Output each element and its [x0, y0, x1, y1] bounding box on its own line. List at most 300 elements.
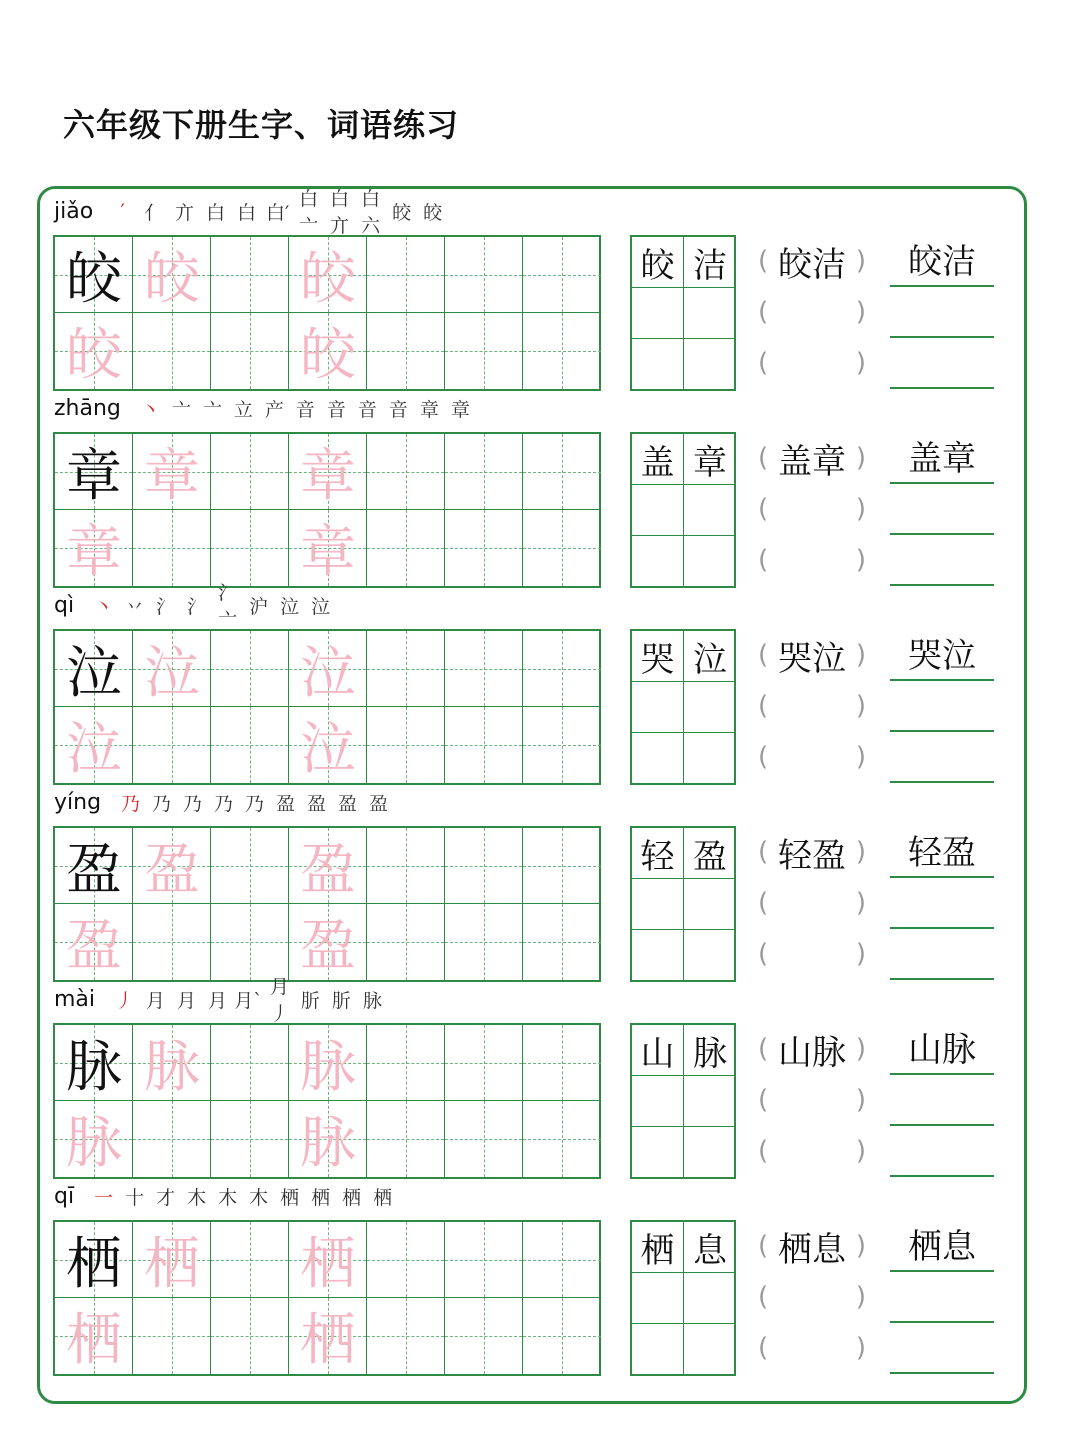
writing-grid	[53, 1220, 601, 1376]
word-cell[interactable]: 哭	[632, 631, 684, 682]
trace-character: 皎	[300, 323, 356, 388]
writing-cell[interactable]	[55, 904, 133, 980]
close-paren: )	[855, 939, 866, 969]
writing-cell[interactable]	[55, 1101, 133, 1177]
writing-cell[interactable]	[289, 1025, 367, 1101]
writing-cell[interactable]	[55, 1298, 133, 1374]
writing-cell[interactable]	[133, 904, 211, 980]
writing-cell[interactable]	[55, 510, 133, 586]
underline-row[interactable]	[890, 1271, 994, 1323]
underline-row: 盖章	[890, 432, 994, 484]
stroke-step: 木	[187, 1186, 207, 1209]
stroke-step: 亠	[202, 398, 222, 421]
writing-cell[interactable]	[133, 631, 211, 707]
writing-cell[interactable]	[55, 434, 133, 510]
parenthesis-row	[758, 1220, 866, 1272]
parenthesis-word: 栖息	[778, 1229, 846, 1270]
underline-row[interactable]	[890, 731, 994, 783]
stroke-step: 氵亠	[218, 582, 238, 631]
word-grid	[630, 235, 736, 391]
close-paren: )	[855, 1034, 866, 1064]
close-paren: )	[855, 246, 866, 276]
stroke-step: ′	[120, 200, 125, 222]
parenthesis-word: 盖章	[778, 441, 846, 482]
underline-row: 皎洁	[890, 235, 994, 287]
trace-character: 皎	[66, 323, 122, 388]
model-character: 皎	[66, 247, 122, 312]
underline-row: 山脉	[890, 1023, 994, 1075]
writing-cell[interactable]	[445, 1025, 523, 1101]
pinyin-label: qī	[54, 1183, 75, 1209]
char-block-1	[0, 390, 1080, 587]
writing-grid	[53, 826, 601, 982]
writing-cell[interactable]	[55, 1222, 133, 1298]
writing-cell[interactable]	[445, 1222, 523, 1298]
word-cell[interactable]: 栖	[632, 1222, 684, 1273]
word-cell[interactable]	[632, 1076, 684, 1127]
stroke-step: 氵	[156, 595, 176, 618]
writing-cell[interactable]	[133, 707, 211, 783]
writing-cell[interactable]	[211, 313, 289, 389]
writing-cell[interactable]	[367, 1298, 445, 1374]
writing-cell[interactable]	[523, 828, 601, 904]
writing-cell[interactable]	[55, 237, 133, 313]
parenthesis-row[interactable]	[758, 680, 866, 732]
word-cell[interactable]	[632, 930, 684, 981]
parenthesis-column	[758, 826, 866, 982]
parenthesis-column	[758, 629, 866, 785]
writing-cell[interactable]	[133, 237, 211, 313]
writing-cell[interactable]	[445, 510, 523, 586]
underline-row[interactable]	[890, 1125, 994, 1177]
stroke-step: 章	[450, 398, 470, 421]
open-paren: (	[758, 640, 769, 670]
stroke-step: 音	[388, 398, 408, 421]
trace-character: 章	[300, 520, 356, 585]
word-cell[interactable]	[684, 733, 736, 784]
writing-cell[interactable]	[133, 1298, 211, 1374]
writing-cell[interactable]	[367, 1025, 445, 1101]
trace-character: 章	[66, 520, 122, 585]
writing-cell[interactable]	[289, 904, 367, 980]
stroke-step: 乃	[183, 792, 203, 815]
writing-cell[interactable]	[445, 313, 523, 389]
page-title: 六年级下册生字、词语练习	[63, 106, 460, 144]
writing-cell[interactable]	[211, 1025, 289, 1101]
writing-cell[interactable]	[133, 1025, 211, 1101]
underline-row[interactable]	[890, 337, 994, 389]
writing-cell[interactable]	[211, 1222, 289, 1298]
open-paren: (	[758, 545, 769, 575]
underline-column	[890, 826, 994, 982]
word-cell[interactable]	[632, 536, 684, 587]
word-cell[interactable]: 盖	[632, 434, 684, 485]
stroke-step: 章	[419, 398, 439, 421]
word-cell[interactable]	[684, 682, 736, 733]
word-grid	[630, 1220, 736, 1376]
model-character: 脉	[66, 1035, 122, 1100]
underline-row[interactable]	[890, 534, 994, 586]
parenthesis-row[interactable]	[758, 483, 866, 535]
stroke-step: 音	[326, 398, 346, 421]
word-grid	[630, 826, 736, 982]
writing-cell[interactable]	[55, 828, 133, 904]
underline-row: 哭泣	[890, 629, 994, 681]
close-paren: )	[855, 640, 866, 670]
stroke-step: 亣	[175, 201, 195, 224]
word-grid	[630, 1023, 736, 1179]
writing-cell[interactable]	[289, 631, 367, 707]
writing-cell[interactable]	[367, 904, 445, 980]
writing-cell[interactable]	[523, 434, 601, 510]
open-paren: (	[758, 1085, 769, 1115]
open-paren: (	[758, 888, 769, 918]
stroke-step: 月丿	[270, 976, 290, 1025]
writing-cell[interactable]	[55, 631, 133, 707]
writing-cell[interactable]	[445, 237, 523, 313]
writing-cell[interactable]	[523, 313, 601, 389]
stroke-step: 白六	[361, 188, 381, 237]
underline-row[interactable]	[890, 286, 994, 338]
writing-cell[interactable]	[523, 1222, 601, 1298]
word-cell[interactable]: 息	[684, 1222, 736, 1273]
writing-cell[interactable]	[133, 1101, 211, 1177]
trace-character: 栖	[300, 1232, 356, 1297]
close-paren: )	[855, 691, 866, 721]
pinyin-label: qì	[54, 592, 75, 618]
parenthesis-row[interactable]	[758, 877, 866, 929]
stroke-order-row	[54, 390, 476, 426]
trace-character: 皎	[300, 247, 356, 312]
open-paren: (	[758, 742, 769, 772]
parenthesis-column	[758, 235, 866, 391]
underline-row: 栖息	[890, 1220, 994, 1272]
stroke-order-row	[54, 582, 336, 631]
close-paren: )	[855, 837, 866, 867]
writing-cell[interactable]	[289, 1298, 367, 1374]
stroke-step: 十	[125, 1186, 145, 1209]
writing-cell[interactable]	[445, 631, 523, 707]
writing-cell[interactable]	[445, 434, 523, 510]
trace-character: 脉	[66, 1111, 122, 1176]
word-cell[interactable]	[632, 288, 684, 339]
writing-cell[interactable]	[211, 631, 289, 707]
stroke-step: 栖	[280, 1186, 300, 1209]
writing-cell[interactable]	[367, 828, 445, 904]
stroke-step: 盈	[307, 792, 327, 815]
stroke-step: 脉	[363, 989, 383, 1012]
word-grid	[630, 432, 736, 588]
char-block-5	[0, 1178, 1080, 1375]
stroke-step: 丶	[140, 398, 160, 421]
writing-cell[interactable]	[133, 510, 211, 586]
underline-row[interactable]	[890, 680, 994, 732]
stroke-step: 月	[177, 989, 197, 1012]
close-paren: )	[855, 348, 866, 378]
writing-cell[interactable]	[211, 510, 289, 586]
trace-character: 栖	[66, 1308, 122, 1373]
writing-cell[interactable]	[55, 707, 133, 783]
word-cell[interactable]	[684, 930, 736, 981]
parenthesis-row	[758, 629, 866, 681]
stroke-step: 月	[208, 989, 228, 1012]
writing-grid	[53, 1023, 601, 1179]
writing-cell[interactable]	[523, 631, 601, 707]
trace-character: 盈	[300, 914, 356, 979]
writing-cell[interactable]	[523, 1298, 601, 1374]
stroke-step: 木	[249, 1186, 269, 1209]
word-cell[interactable]: 章	[684, 434, 736, 485]
open-paren: (	[758, 1034, 769, 1064]
trace-character: 泣	[300, 717, 356, 782]
writing-cell[interactable]	[133, 1222, 211, 1298]
stroke-step: 泣	[311, 595, 331, 618]
word-cell[interactable]	[632, 1127, 684, 1178]
word-cell[interactable]	[684, 879, 736, 930]
open-paren: (	[758, 443, 769, 473]
open-paren: (	[758, 1333, 769, 1363]
parenthesis-column	[758, 1023, 866, 1179]
writing-cell[interactable]	[211, 237, 289, 313]
writing-cell[interactable]	[367, 313, 445, 389]
writing-cell[interactable]	[367, 434, 445, 510]
stroke-step: 木	[218, 1186, 238, 1209]
stroke-step: 盈	[276, 792, 296, 815]
writing-cell[interactable]	[367, 707, 445, 783]
writing-cell[interactable]	[445, 707, 523, 783]
writing-cell[interactable]	[133, 434, 211, 510]
writing-grid	[53, 432, 601, 588]
parenthesis-word: 哭泣	[778, 638, 846, 679]
parenthesis-row	[758, 1023, 866, 1075]
trace-character: 脉	[300, 1035, 356, 1100]
model-character: 栖	[66, 1232, 122, 1297]
writing-cell[interactable]	[289, 707, 367, 783]
close-paren: )	[855, 1231, 866, 1261]
parenthesis-row[interactable]	[758, 1125, 866, 1177]
underline-column	[890, 629, 994, 785]
close-paren: )	[855, 888, 866, 918]
stroke-step: 丿	[115, 989, 135, 1012]
underline-row[interactable]	[890, 1322, 994, 1374]
stroke-step: 白	[237, 201, 257, 224]
stroke-step: 白亠	[299, 188, 319, 237]
close-paren: )	[855, 1085, 866, 1115]
word-cell[interactable]	[632, 339, 684, 390]
close-paren: )	[855, 443, 866, 473]
close-paren: )	[855, 742, 866, 772]
trace-character: 泣	[144, 641, 200, 706]
parenthesis-row[interactable]	[758, 534, 866, 586]
stroke-step: 沪	[249, 595, 269, 618]
char-block-2	[0, 582, 1080, 784]
word-cell[interactable]	[632, 1273, 684, 1324]
stroke-step: 栖	[342, 1186, 362, 1209]
parenthesis-row	[758, 826, 866, 878]
word-cell[interactable]	[684, 1127, 736, 1178]
word-cell[interactable]	[632, 879, 684, 930]
writing-cell[interactable]	[367, 510, 445, 586]
close-paren: )	[855, 297, 866, 327]
trace-character: 章	[300, 444, 356, 509]
writing-cell[interactable]	[445, 828, 523, 904]
writing-cell[interactable]	[289, 1222, 367, 1298]
underline-row[interactable]	[890, 877, 994, 929]
parenthesis-word: 山脉	[778, 1032, 846, 1073]
parenthesis-column	[758, 1220, 866, 1376]
writing-cell[interactable]	[445, 1101, 523, 1177]
word-cell[interactable]: 轻	[632, 828, 684, 879]
underline-row[interactable]	[890, 483, 994, 535]
writing-cell[interactable]	[55, 313, 133, 389]
word-cell[interactable]	[684, 485, 736, 536]
writing-cell[interactable]	[211, 1298, 289, 1374]
underline-row[interactable]	[890, 1074, 994, 1126]
word-grid	[630, 629, 736, 785]
parenthesis-row[interactable]	[758, 731, 866, 783]
writing-cell[interactable]	[289, 434, 367, 510]
word-cell[interactable]: 洁	[684, 237, 736, 288]
writing-cell[interactable]	[445, 904, 523, 980]
writing-cell[interactable]	[211, 707, 289, 783]
writing-cell[interactable]	[133, 828, 211, 904]
stroke-step: 乃	[152, 792, 172, 815]
stroke-step: 氵	[187, 595, 207, 618]
writing-cell[interactable]	[445, 1298, 523, 1374]
stroke-step: 乃	[121, 792, 141, 815]
open-paren: (	[758, 691, 769, 721]
stroke-step: 皎	[423, 201, 443, 224]
word-cell[interactable]	[684, 1324, 736, 1375]
word-cell[interactable]: 皎	[632, 237, 684, 288]
writing-cell[interactable]	[211, 434, 289, 510]
writing-cell[interactable]	[523, 1025, 601, 1101]
writing-cell[interactable]	[367, 1101, 445, 1177]
parenthesis-row[interactable]	[758, 337, 866, 389]
writing-cell[interactable]	[367, 237, 445, 313]
writing-cell[interactable]	[211, 1101, 289, 1177]
stroke-step: 立	[233, 398, 253, 421]
parenthesis-row[interactable]	[758, 1271, 866, 1323]
trace-character: 栖	[144, 1232, 200, 1297]
word-cell[interactable]	[684, 339, 736, 390]
stroke-step: 丶	[94, 595, 114, 618]
pinyin-label: zhāng	[54, 395, 121, 421]
underline-column	[890, 1023, 994, 1179]
word-cell[interactable]	[632, 733, 684, 784]
open-paren: (	[758, 1231, 769, 1261]
underline-column	[890, 235, 994, 391]
writing-cell[interactable]	[367, 1222, 445, 1298]
word-cell[interactable]	[684, 536, 736, 587]
open-paren: (	[758, 494, 769, 524]
trace-character: 泣	[66, 717, 122, 782]
stroke-step: 产	[264, 398, 284, 421]
pinyin-label: jiǎo	[54, 198, 94, 224]
stroke-step: 音	[357, 398, 377, 421]
writing-cell[interactable]	[55, 1025, 133, 1101]
underline-row[interactable]	[890, 928, 994, 980]
stroke-step: 一	[94, 1186, 114, 1209]
writing-cell[interactable]	[133, 313, 211, 389]
stroke-step: 音	[295, 398, 315, 421]
close-paren: )	[855, 1333, 866, 1363]
writing-cell[interactable]	[211, 904, 289, 980]
stroke-order-row	[54, 784, 394, 820]
close-paren: )	[855, 1136, 866, 1166]
stroke-step: 肵	[332, 989, 352, 1012]
stroke-order-row	[54, 1178, 398, 1214]
parenthesis-row[interactable]	[758, 1074, 866, 1126]
parenthesis-row	[758, 432, 866, 484]
pinyin-label: yíng	[54, 789, 102, 815]
stroke-step: 栖	[373, 1186, 393, 1209]
writing-cell[interactable]	[523, 904, 601, 980]
word-cell[interactable]: 泣	[684, 631, 736, 682]
stroke-step: 亠	[171, 398, 191, 421]
stroke-step: 白	[206, 201, 226, 224]
writing-cell[interactable]	[523, 237, 601, 313]
parenthesis-row[interactable]	[758, 1322, 866, 1374]
word-cell[interactable]	[684, 1076, 736, 1127]
stroke-step: 盈	[338, 792, 358, 815]
parenthesis-column	[758, 432, 866, 588]
open-paren: (	[758, 1136, 769, 1166]
word-cell[interactable]	[684, 1273, 736, 1324]
trace-character: 皎	[144, 247, 200, 312]
stroke-step: 才	[156, 1186, 176, 1209]
trace-character: 盈	[144, 838, 200, 903]
char-block-4	[0, 976, 1080, 1178]
word-cell[interactable]: 山	[632, 1025, 684, 1076]
word-cell[interactable]	[632, 485, 684, 536]
open-paren: (	[758, 348, 769, 378]
writing-cell[interactable]	[523, 1101, 601, 1177]
close-paren: )	[855, 545, 866, 575]
writing-cell[interactable]	[523, 707, 601, 783]
stroke-step: 皎	[392, 201, 412, 224]
word-cell[interactable]	[684, 288, 736, 339]
trace-character: 盈	[66, 914, 122, 979]
char-block-3	[0, 784, 1080, 981]
trace-character: 栖	[300, 1308, 356, 1373]
parenthesis-row[interactable]	[758, 928, 866, 980]
writing-cell[interactable]	[523, 510, 601, 586]
close-paren: )	[855, 494, 866, 524]
word-cell[interactable]	[632, 682, 684, 733]
writing-cell[interactable]	[289, 313, 367, 389]
writing-cell[interactable]	[367, 631, 445, 707]
writing-cell[interactable]	[289, 828, 367, 904]
writing-cell[interactable]	[289, 1101, 367, 1177]
model-character: 盈	[66, 838, 122, 903]
stroke-step: 栖	[311, 1186, 331, 1209]
writing-cell[interactable]	[289, 237, 367, 313]
writing-cell[interactable]	[289, 510, 367, 586]
trace-character: 泣	[300, 641, 356, 706]
writing-cell[interactable]	[211, 828, 289, 904]
word-cell[interactable]	[632, 1324, 684, 1375]
parenthesis-row[interactable]	[758, 286, 866, 338]
word-cell[interactable]: 盈	[684, 828, 736, 879]
parenthesis-row	[758, 235, 866, 287]
stroke-step: 月`	[234, 989, 263, 1012]
stroke-order-row	[54, 188, 448, 237]
stroke-order-row	[54, 976, 388, 1025]
underline-column	[890, 1220, 994, 1376]
word-cell[interactable]: 脉	[684, 1025, 736, 1076]
trace-character: 盈	[300, 838, 356, 903]
